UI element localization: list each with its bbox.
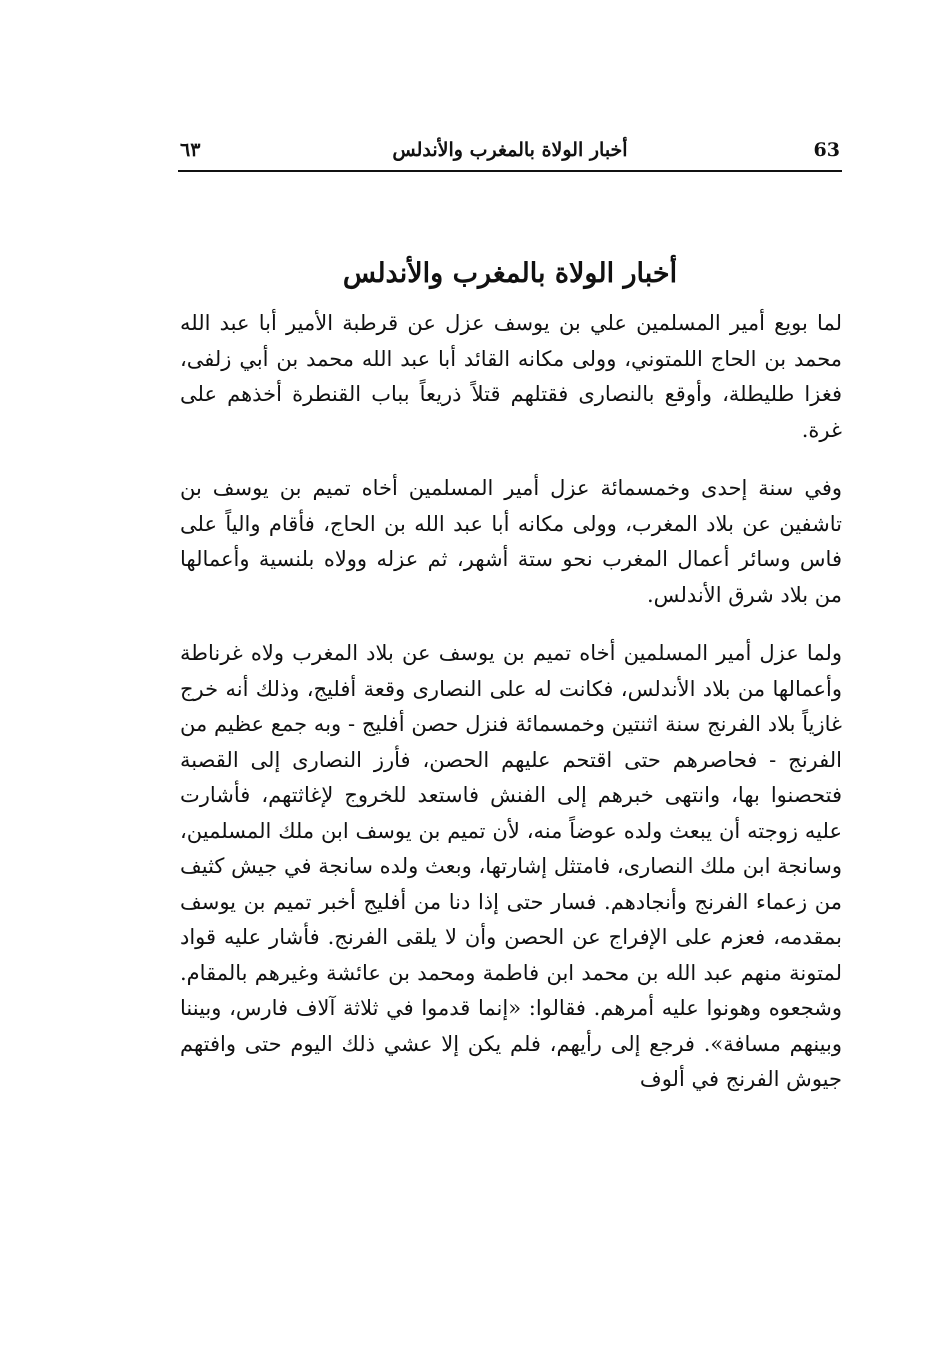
- running-header: [180, 135, 840, 171]
- paragraph-2: وفي سنة إحدى وخمسمائة عزل أمير المسلمين أخاه تميم بن يوسف بن تاشفين عن بلاد المغرب، وولى مكانه أبا عبد الله بن الحاج، فأقام والياً على فاس وسائر أعمال المغرب نحو ستة أشهر، ثم عزله وولاه بلنسية وأعمالها من بلاد شرق الأندلس.: [180, 476, 842, 607]
- header-divider: [178, 170, 842, 172]
- page-number-arabic: ٦٣: [180, 139, 201, 161]
- chapter-title: أخبار الولاة بالمغرب والأندلس: [342, 258, 678, 290]
- paragraph-1: لما بويع أمير المسلمين علي بن يوسف عزل عن قرطبة الأمير أبا عبد الله محمد بن الحاج اللمتوني، وولى مكانه القائد أبا عبد الله محمد بن أبي زلفى، فغزا طليطلة، وأوقع بالنصارى فقتلهم قتلاً ذريعاً بباب القنطرة أخذهم على غرة.: [180, 311, 842, 442]
- running-title: أخبار الولاة بالمغرب والأندلس: [392, 139, 628, 161]
- page-number-latin: 63: [813, 139, 840, 161]
- paragraph-3: ولما عزل أمير المسلمين أخاه تميم بن يوسف عن بلاد المغرب ولاه غرناطة وأعمالها من بلاد الأندلس، فكانت له على النصارى وقعة أفليج، وذلك أنه خرج غازياً بلاد الفرنج سنة اثنتين وخمسمائة فنزل حصن أفليج - وبه جمع عظيم من الفرنج - فحاصرهم حتى اقتحم عليهم الحصن، فأرز النصارى إلى القصبة فتحصنوا بها، وانتهى خبرهم إلى الفنش فاستعد للخروج لإغاثتهم، فأشارت عليه زوجته أن يبعث ولده عوضاً منه، لأن تميم بن يوسف ابن ملك المسلمين، وسانجة ابن ملك النصارى، فامتثل إشارتها، وبعث ولده سانجة في جيش كثيف من زعماء الفرنج وأنجادهم. فسار حتى إذا دنا من أفليج أخبر تميم بن يوسف بمقدمه، فعزم على الإفراج عن الحصن وأن لا يلقى الفرنج. فأشار عليه قواد لمتونة منهم عبد الله بن محمد ابن فاطمة ومحمد بن عائشة وغيرهم بالمقام. وشجعوه وهونوا عليه أمرهم. فقالوا: «إنما قدموا في ثلاثة آلاف فارس، وبيننا وبينهم مسافة». فرجع إلى رأيهم، فلم يكن إلا عشي ذلك اليوم حتى وافتهم جيوش الفرنج في ألوف: [180, 641, 842, 1091]
- body-text: [180, 306, 842, 1121]
